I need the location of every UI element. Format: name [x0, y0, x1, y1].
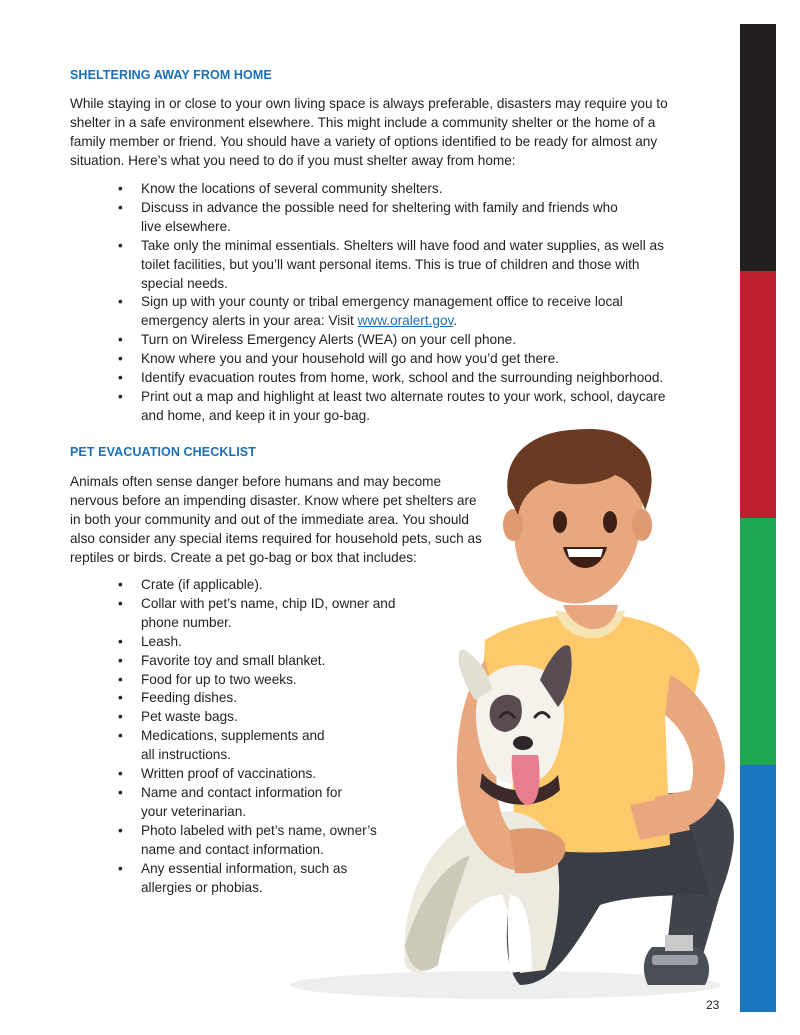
- list-item: [116, 180, 665, 199]
- list-item: [116, 199, 665, 237]
- section-color-tabs: [740, 24, 776, 1012]
- pet-checklist: [116, 576, 395, 897]
- list-item-line: • Favorite toy and small blanket.: [141, 652, 326, 668]
- list-item-line: all instructions.: [141, 747, 231, 763]
- list-item-line: • Take only the minimal essentials. Shelters will have food and water supplies, as well as: [141, 237, 664, 253]
- list-item: [116, 595, 395, 633]
- color-tab-blue: [740, 765, 776, 1012]
- intro-line: nervous before an impending disaster. Know where pet shelters are: [70, 493, 477, 508]
- list-item: [116, 765, 395, 784]
- sheltering-intro: [70, 94, 668, 170]
- list-item-line: • Photo labeled with pet’s name, owner’s: [141, 822, 377, 838]
- list-item-line: • Sign up with your county or tribal emergency management office to receive local: [141, 294, 623, 310]
- ear-icon: [503, 509, 523, 541]
- intro-line: also consider any special items required for household pets, such as: [70, 531, 482, 546]
- list-item: [116, 350, 665, 369]
- list-item-line: • Discuss in advance the possible need for sheltering with family and friends who: [141, 199, 618, 215]
- list-item-line: phone number.: [141, 614, 232, 630]
- list-item-text: emergency alerts in your area: Visit: [141, 313, 358, 329]
- intro-line: While staying in or close to your own living space is always preferable, disasters may require you to: [70, 96, 668, 111]
- intro-line: Animals often sense danger before humans and may become: [70, 474, 442, 489]
- list-item: [116, 576, 395, 595]
- list-item-line: • Any essential information, such as: [141, 860, 348, 876]
- oralert-link[interactable]: www.oralert.gov: [357, 313, 454, 329]
- list-item: [116, 689, 395, 708]
- intro-line: in both your community and out of the immediate area. You should: [70, 512, 469, 527]
- list-item-line: toilet facilities, but you’ll want personal items. This is true of children and those with: [141, 256, 640, 272]
- list-item-line: live elsewhere.: [141, 218, 231, 234]
- page-number: 23: [706, 998, 720, 1012]
- link-suffix: .: [453, 313, 458, 329]
- list-item-line: • Name and contact information for: [141, 784, 342, 800]
- color-tab-green: [740, 518, 776, 765]
- list-item: [116, 671, 395, 690]
- list-item: [116, 293, 665, 331]
- section-heading-pet-evacuation: PET EVACUATION CHECKLIST: [70, 445, 256, 459]
- sock: [665, 935, 693, 951]
- list-item-line: your veterinarian.: [141, 803, 247, 819]
- list-item: [116, 237, 665, 294]
- list-item-line: • Written proof of vaccinations.: [141, 766, 317, 782]
- list-item-line: allergies or phobias.: [141, 879, 263, 895]
- list-item-line: • Print out a map and highlight at least two alternate routes to your work, school, daycare: [141, 388, 666, 404]
- list-item: [116, 860, 395, 898]
- list-item-line: • Know where you and your household will go and how you’d get there.: [141, 351, 559, 367]
- list-item: [116, 331, 665, 350]
- shoe-stripe: [652, 955, 698, 965]
- list-item-line: • Crate (if applicable).: [141, 577, 263, 592]
- list-item-line: • Feeding dishes.: [141, 690, 237, 706]
- eye-icon: [603, 511, 617, 533]
- intro-line: reptiles or birds. Create a pet go-bag or box that includes:: [70, 550, 417, 565]
- list-item: [116, 388, 665, 426]
- list-item-line: name and contact information.: [141, 841, 324, 857]
- list-item-line: • Pet waste bags.: [141, 709, 238, 725]
- sheltering-checklist: [116, 180, 665, 426]
- list-item: [116, 652, 395, 671]
- list-item-line: • Medications, supplements and: [141, 728, 325, 744]
- ear-icon: [632, 509, 652, 541]
- list-item: [116, 708, 395, 727]
- list-item-line: and home, and keep it in your go-bag.: [141, 407, 370, 423]
- list-item: [116, 784, 395, 822]
- color-tab-red: [740, 271, 776, 518]
- intro-line: family member or friend. You should have a variety of options identified to be ready for almost any: [70, 134, 658, 149]
- list-item-line: • Food for up to two weeks.: [141, 671, 297, 687]
- intro-line: situation. Here’s what you need to do if you must shelter away from home:: [70, 153, 516, 168]
- list-item: [116, 727, 395, 765]
- color-tab-black: [740, 24, 776, 271]
- intro-line: shelter in a safe environment elsewhere. This might include a community shelter or the home of a: [70, 115, 656, 130]
- list-item: [116, 633, 395, 652]
- list-item-line: • Identify evacuation routes from home, work, school and the surrounding neighborhood.: [141, 370, 664, 386]
- eye-icon: [553, 511, 567, 533]
- teeth: [567, 549, 603, 557]
- list-item-line: [141, 312, 665, 331]
- list-item-line: • Leash.: [141, 633, 182, 649]
- list-item-line: • Know the locations of several community shelters.: [141, 181, 443, 196]
- dog-nose-icon: [513, 736, 533, 750]
- list-item: [116, 369, 665, 388]
- section-heading-sheltering: SHELTERING AWAY FROM HOME: [70, 68, 272, 82]
- shoe-icon: [644, 947, 709, 985]
- list-item-line: special needs.: [141, 275, 228, 291]
- list-item-line: • Collar with pet’s name, chip ID, owner and: [141, 595, 396, 611]
- list-item: [116, 822, 395, 860]
- list-item-line: • Turn on Wireless Emergency Alerts (WEA) on your cell phone.: [141, 332, 516, 348]
